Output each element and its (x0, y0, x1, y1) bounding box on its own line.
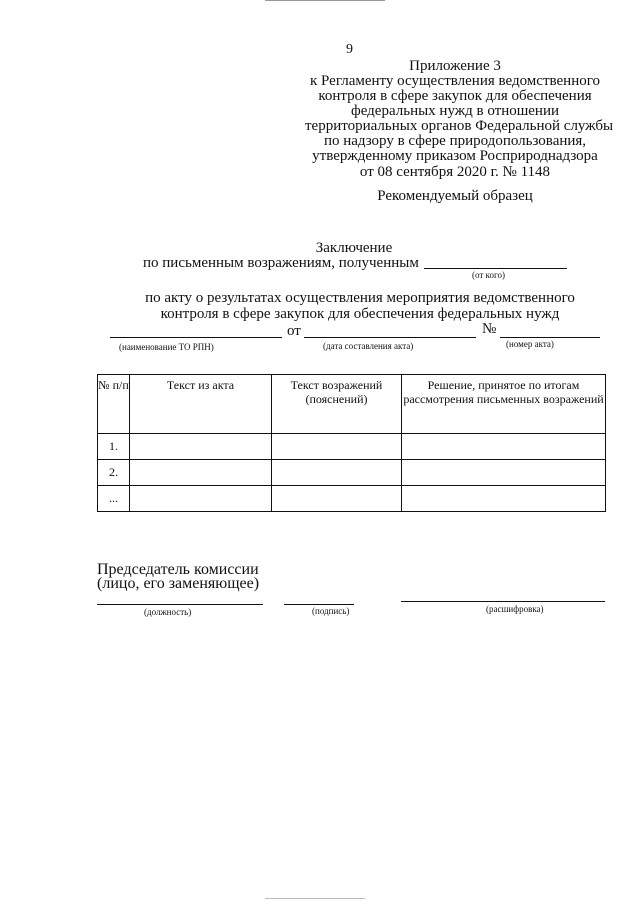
scan-crop-mark-top (265, 0, 385, 1)
appendix-line: федеральных нужд в отношении (350, 103, 560, 119)
table-row (98, 434, 606, 460)
act-line: по акту о результатах осуществления мероприятия ведомственного (145, 290, 575, 306)
appendix-date: от 08 сентября 2020 г. № 1148 (359, 164, 551, 180)
act-line: контроля в сфере закупок для обеспечения федеральных нужд (160, 306, 560, 322)
decision-cell (402, 486, 606, 512)
number-fill-line (500, 337, 600, 338)
page-number: 9 (346, 42, 353, 57)
from-whom-fill-line (424, 268, 567, 269)
date-fill-line (304, 337, 476, 338)
conclusion-title: Заключение (315, 240, 393, 256)
number-sign: № (482, 321, 497, 337)
objections-table (97, 374, 606, 512)
appendix-line: территориальных органов Федеральной службы (305, 118, 614, 134)
act-text-cell (130, 486, 272, 512)
appendix-line: контроля в сфере закупок для обеспечения (318, 88, 592, 104)
column-header-objection-text: Текст возражений (пояснений) (272, 375, 402, 434)
scan-crop-mark-bottom (265, 898, 365, 899)
act-text-cell (130, 460, 272, 486)
column-header-decision: Решение, принятое по итогам рассмотрения письменных возражений (402, 375, 606, 434)
row-number: 1. (98, 434, 130, 460)
table-header-row (98, 375, 606, 434)
position-fill-line (97, 604, 263, 605)
decision-cell (402, 434, 606, 460)
appendix-line: утвержденному приказом Росприроднадзора (312, 148, 598, 164)
appendix-line: к Регламенту осуществления ведомственного (309, 73, 600, 89)
position-caption: (должность) (144, 607, 192, 617)
objection-text-cell (272, 434, 402, 460)
signature-fill-line (284, 604, 354, 605)
transcript-caption: (расшифровка) (486, 604, 544, 614)
objection-text-cell (272, 460, 402, 486)
decision-cell (402, 460, 606, 486)
from-word: от (287, 323, 301, 339)
column-header-number: № п/п (98, 375, 130, 434)
org-caption: (наименование ТО РПН) (119, 342, 214, 352)
signature-caption: (подпись) (312, 606, 350, 616)
transcript-fill-line (401, 601, 605, 602)
org-fill-line (110, 337, 282, 338)
chairman-substitute-label: (лицо, его заменяющее) (97, 575, 260, 592)
row-number: 2. (98, 460, 130, 486)
act-number-caption: (номер акта) (506, 339, 554, 349)
column-header-act-text: Текст из акта (130, 375, 272, 434)
chairman-label: Председатель комиссии (97, 561, 259, 578)
received-objections-line: по письменным возражениям, полученным (143, 255, 419, 271)
table-row (98, 486, 606, 512)
sample-label: Рекомендуемый образец (377, 188, 533, 204)
act-text-cell (130, 434, 272, 460)
appendix-title: Приложение 3 (409, 58, 501, 74)
appendix-line: по надзору в сфере природопользования, (323, 133, 587, 149)
act-date-caption: (дата составления акта) (323, 341, 414, 351)
table-row (98, 460, 606, 486)
objection-text-cell (272, 486, 402, 512)
row-number: ... (98, 486, 130, 512)
from-whom-caption: (от кого) (472, 270, 505, 280)
